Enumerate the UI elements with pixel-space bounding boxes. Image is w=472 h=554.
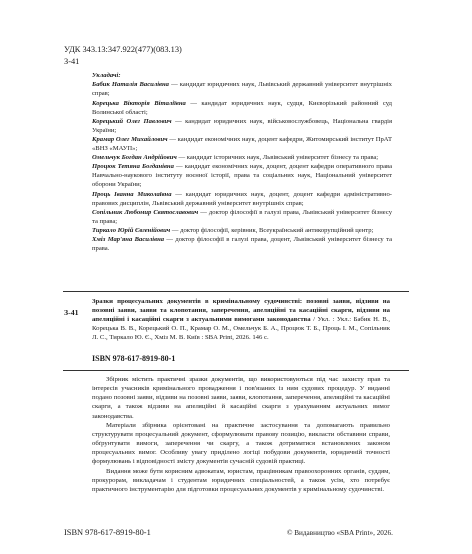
contributors-list (92, 80, 392, 253)
contributor-description: — кандидат історичних наук, Львівський університет бізнесу та права; (176, 154, 379, 162)
udk-code: УДК 343.13:347.922(477)(083.13) (64, 45, 182, 54)
contributor-description: — доктор філософії, керівник, Всеукраїнський антикорупційний центр; (170, 226, 374, 234)
contributor-name: Бабик Наталія Василівна (92, 81, 169, 89)
contributor-entry (92, 208, 392, 226)
contributor-name: Хміз Мар'яна Василівна (92, 235, 165, 243)
bibliographic-record (92, 297, 390, 342)
divider-top (63, 291, 409, 292)
contributor-description: — доктор філософії в галузі права, доцент, Львівський університет бізнесу та права. (92, 235, 392, 253)
abstract-paragraph: Збірник містить практичні зразки документів, що використовуються під час захисту прав та інтересів учасників кримінального провадження і пов'язаних із ним судових процедур. У виданні подано позовні заяви, відзиви на позовні заяви, заяви, клопотання, заперечення, апеляційні та касаційні скарги, а також відзиви на апеляційні й касаційні скарги з урахуванням актуальних вимог законодавства. (92, 376, 390, 420)
contributors-block (92, 71, 392, 253)
contributor-description: — кандидат юридичних наук, судця, Києворізький районний суд Волинської області; (92, 99, 392, 116)
contributor-entry (92, 153, 392, 162)
contributor-name: Омельчук Богдан Андрійович (92, 154, 177, 162)
copyright: © Видавництво «SBA Print», 2026. (287, 529, 393, 537)
contributor-name: Крамар Олег Михайлович (92, 135, 168, 143)
contributor-description: — кандидат юридичних наук, військовослужбовець, Національна гвардія України; (92, 117, 392, 134)
contributor-description: — кандидат юридичних наук, доцент, доцент кафедри адміністративно-правових дисциплін, Львівський державний університет внутрішніх справ; (92, 190, 392, 207)
book-title: Зразки процесуальних документів в кримінальному судочинстві: позовні заяви, відзиви на позовні заяви, заяви та клопотання, заперечення, апеляційні та касаційні скарги, відзиви на апеляційні і касаційні скарги з актуальними вимогами законодавства (92, 298, 390, 324)
contributor-name: Проць Іванна Миколаївна (92, 190, 172, 198)
contributor-entry (92, 117, 392, 135)
contributor-name: Корецька Вікторія Віталіївна (92, 99, 186, 107)
contributor-description: — кандидат економічних наук, доцент, доцент кафедри оперативного права Навчально-наукового інституту воєнної історії, права та соціальних наук, Національний університет оборони України; (92, 163, 393, 189)
divider-bottom (63, 370, 409, 371)
contributor-entry (92, 226, 392, 235)
abstract-paragraph: Видання може бути корисним адвокатам, юристам, працівникам правоохоронних органів, суддям, прокурорам, викладачам і студентам юридичних спеціальностей, а також усім, хто потребує практичного інструментарію для підготовки процесуальних документів у кримінальному судочинстві. (92, 467, 390, 493)
contributor-entry (92, 162, 392, 189)
abstract (92, 375, 390, 494)
contributor-description: — кандидат юридичних наук, Львівський державний університет внутрішніх справ; (92, 81, 392, 98)
bibliographic-details: / Укл. : Укл.: Бабик Н. В., Корецька В. В., Корецький О. П., Крамар О. М., Омельчук Б. А., Процюк Т. Б., Проць І. М., Сопільник Л. С., Тиркало Ю. Є., Хміз М. В. Київ : SBA Print, 2026. 146 с. (92, 316, 391, 342)
contributor-description: — кандидат економічних наук, доцент кафедри, Житомирський інститут ПрАТ «ВНЗ «МАУП»; (92, 135, 392, 153)
contributors-heading: Укладачі: (92, 72, 121, 79)
contributor-name: Сопільник Любомир Святославович (92, 208, 199, 216)
biblio-catalog-code: З-41 (64, 308, 79, 317)
contributor-name: Тиркало Юрій Євгенійович (92, 226, 171, 234)
contributor-entry (92, 80, 392, 98)
contributor-entry (92, 99, 392, 117)
catalog-code: З-41 (64, 57, 80, 66)
contributor-description: — доктор філософії в галузі права, Львівський університет бізнесу та права; (92, 208, 393, 225)
contributor-entry (92, 235, 392, 253)
contributor-name: Корецький Олег Павлович (92, 117, 172, 125)
isbn-bold: ISBN 978-617-8919-80-1 (92, 354, 176, 363)
footer-isbn: ISBN 978-617-8919-80-1 (64, 528, 151, 537)
contributor-name: Процюк Тетяна Богданівна (92, 163, 174, 171)
abstract-paragraph: Матеріали збірника орієнтовані на практичне застосування та допомагають правильно структурувати процесуальний документ, сформулювати правову позицію, викласти обставини справи, обґрунтувати вимоги, заперечення чи скаргу, а також дотриматися встановлених законом процесуальних вимог. Особливу увагу приділено логіці побудови документів, юридичній точності формулювань і відповідності змісту документів сучасній судовій практиці. (92, 421, 390, 466)
contributor-entry (92, 135, 392, 153)
contributor-entry (92, 190, 392, 208)
